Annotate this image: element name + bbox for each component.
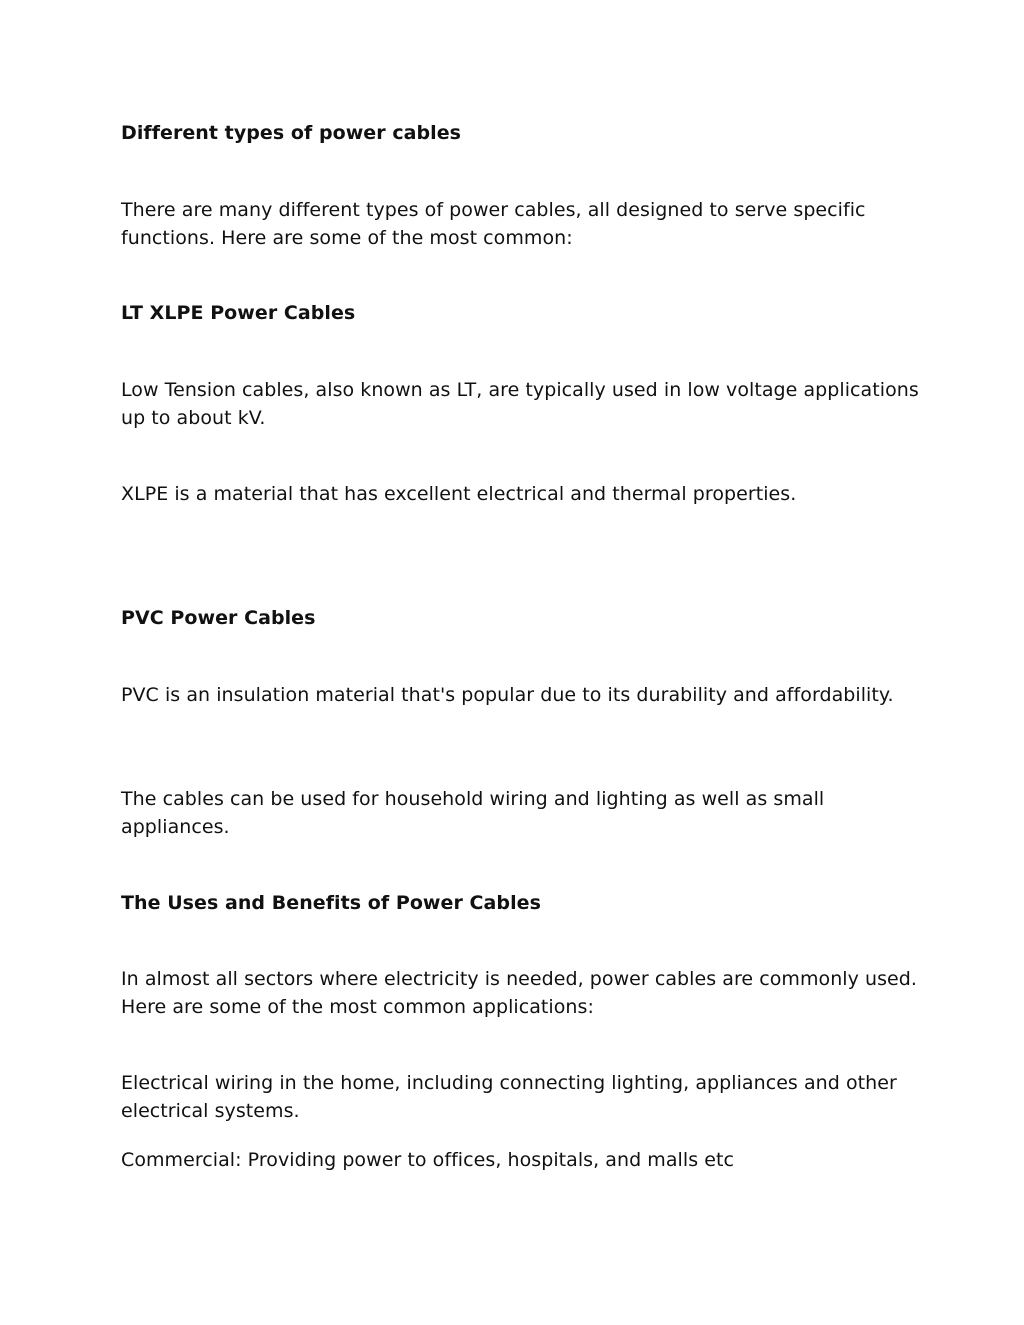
paragraph-commercial: Commercial: Providing power to offices, hospitals, and malls etc [121, 1149, 734, 1171]
paragraph-sectors: In almost all sectors where electricity is needed, power cables are commonly used. Here are some of the most common applications: [121, 968, 917, 1018]
paragraph-xlpe-material: XLPE is a material that has excellent electrical and thermal properties. [121, 483, 797, 505]
paragraph-electrical-wiring: Electrical wiring in the home, including connecting lighting, appliances and other electrical systems. [121, 1072, 897, 1122]
heading-pvc-power-cables: PVC Power Cables [121, 607, 316, 629]
heading-different-types: Different types of power cables [121, 122, 462, 144]
paragraph-low-tension: Low Tension cables, also known as LT, are typically used in low voltage applications up to about kV. [121, 379, 919, 429]
paragraph-pvc-insulation: PVC is an insulation material that's popular due to its durability and affordability. [121, 684, 894, 706]
paragraph-household-wiring: The cables can be used for household wiring and lighting as well as small appliances. [121, 788, 825, 838]
paragraph-intro: There are many different types of power cables, all designed to serve specific functions. Here are some of the most common: [121, 199, 866, 249]
heading-uses-and-benefits: The Uses and Benefits of Power Cables [121, 892, 541, 914]
heading-lt-xlpe-power-cables: LT XLPE Power Cables [121, 302, 356, 324]
